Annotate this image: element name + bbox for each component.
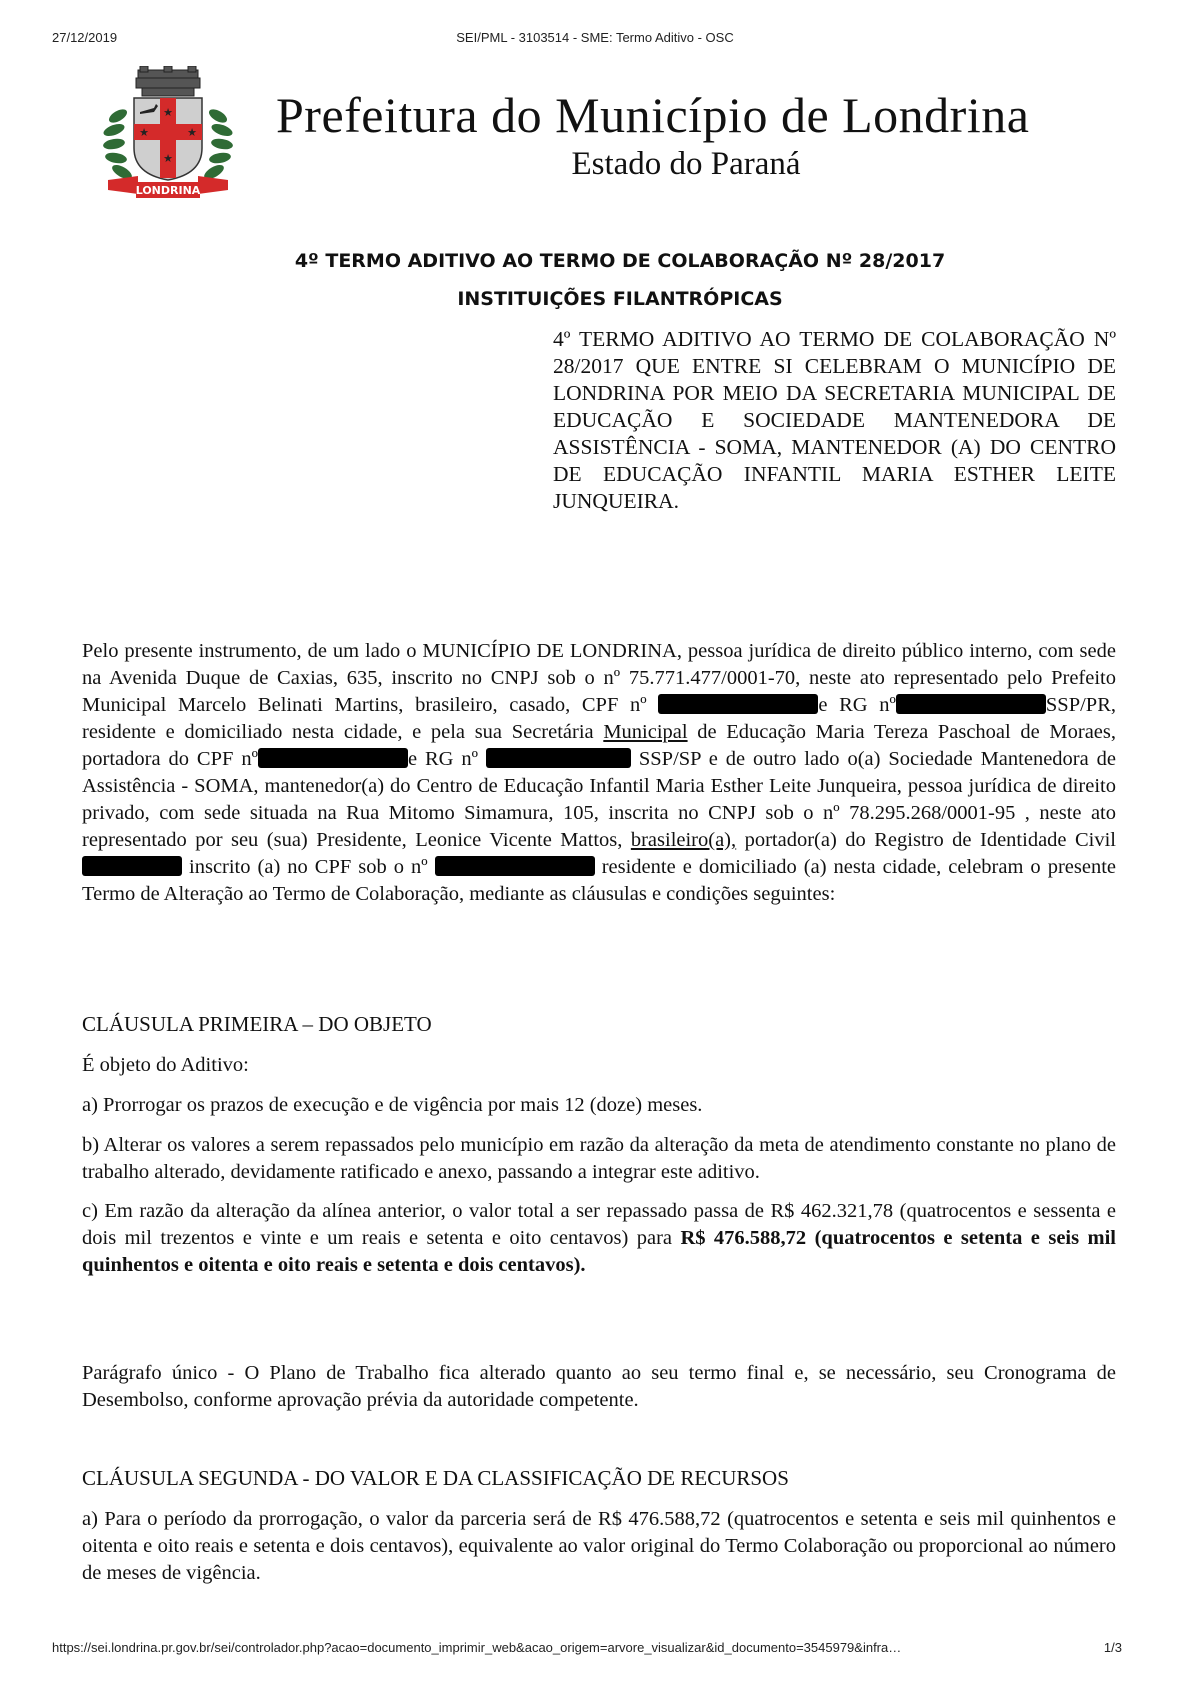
- intro-text: e RG nº: [407, 748, 478, 770]
- print-date: 27/12/2019: [52, 30, 118, 45]
- intro-text: residente e domiciliado (a) nesta cidade, celebram o presente Termo de Alteração ao Termo de Colaboração, mediante as cláusulas e condições seguintes:: [82, 856, 1116, 905]
- ementa: 4º TERMO ADITIVO AO TERMO DE COLABORAÇÃO Nº 28/2017 QUE ENTRE SI CELEBRAM O MUNICÍPIO DE LONDRINA POR MEIO DA SECRETARIA MUNICIPAL DE EDUCAÇÃO E SOCIEDADE MANTENEDORA DE ASSISTÊNCIA - SOMA, MANTENEDOR (A) DO CENTRO DE EDUCAÇÃO INFANTIL MARIA ESTHER LEITE JUNQUEIRA.: [553, 327, 1116, 513]
- crest-banner-label: LONDRINA: [135, 184, 201, 197]
- intro-text: e RG nº: [818, 694, 896, 716]
- redacted-rg-president: [82, 856, 182, 876]
- print-title: SEI/PML - 3103514 - SME: Termo Aditivo - OSC: [456, 30, 734, 45]
- clause-1-item-b: b) Alterar os valores a serem repassados pelo município em razão da alteração da meta de atendimento constante no plano de trabalho alterado, devidamente ratificado e anexo, passando a integrar este aditivo.: [82, 1134, 1116, 1183]
- intro-text: Pelo presente instrumento, de um lado o MUNICÍPIO DE LONDRINA, pessoa jurídica de direito público interno, com sede na Avenida Duque de Caxias, 635, inscrito no CNPJ sob o nº 75.771.477/0001-70, neste ato representado pelo Prefeito Municipal Marcelo Belinati Martins, brasileiro, casado, CPF nº: [82, 640, 1116, 716]
- redacted-cpf-mayor: [658, 694, 818, 714]
- intro-text: SSP/SP e de outro lado o(a) Sociedade Mantenedora de Assistência - SOMA, mantenedor(a) do Centro de Educação Infantil Maria Esther Leite Junqueira, pessoa jurídica de direito privado, com sede situada na Rua Mitomo Simamura, 105, inscrita no CNPJ sob o nº 78.295.268/0001-95 , neste ato representado por seu (sua) Presidente, Leonice Vicente Mattos,: [82, 748, 1117, 851]
- clause-2-heading: CLÁUSULA SEGUNDA - DO VALOR E DA CLASSIFICAÇÃO DE RECURSOS: [82, 1466, 789, 1490]
- clause-1-heading: CLÁUSULA PRIMEIRA – DO OBJETO: [82, 1012, 432, 1036]
- redacted-cpf-secretary: [258, 748, 408, 768]
- intro-text: SSP/PR, residente e domiciliado nesta cidade, e pela sua Secretária: [82, 694, 1116, 743]
- clause-1-item-c-text: c) Em razão da alteração da alínea anterior, o valor total a ser repassado passa de R$ 462.321,78 (quatrocentos e sessenta e dois mil trezentos e vinte e um reais e setenta e oito centavos) para: [82, 1200, 1116, 1249]
- paragrafo-unico: Parágrafo único - O Plano de Trabalho fica alterado quanto ao seu termo final e, se necessário, seu Cronograma de Desembolso, conforme aprovação prévia da autoridade competente.: [82, 1362, 1116, 1411]
- intro-text: brasileiro(a),: [630, 829, 737, 851]
- redacted-rg-mayor: [896, 694, 1046, 714]
- svg-text:★: ★: [163, 153, 173, 165]
- intro-paragraph: [82, 638, 1116, 908]
- document-subtitle: INSTITUIÇÕES FILANTRÓPICAS: [457, 288, 783, 310]
- svg-text:★: ★: [163, 107, 173, 119]
- print-footer-url: https://sei.londrina.pr.gov.br/sei/controlador.php?acao=documento_imprimir_web&acao_origem=arvore_visualizar&id_documento=3545979&infra…: [52, 1640, 902, 1655]
- org-state: Estado do Paraná: [571, 146, 801, 182]
- page-number: 1/3: [1103, 1640, 1122, 1655]
- londrina-coat-of-arms-icon: [98, 66, 238, 206]
- svg-text:★: ★: [139, 127, 149, 139]
- clause-1-item-a: a) Prorrogar os prazos de execução e de vigência por mais 12 (doze) meses.: [82, 1094, 703, 1116]
- redacted-rg-secretary: [486, 748, 631, 768]
- intro-text: portador(a) do Registro de Identidade Civil: [744, 829, 1116, 851]
- svg-text:★: ★: [187, 127, 197, 139]
- intro-text: de Educação Maria Tereza Paschoal de Moraes, portadora do CPF nº: [82, 721, 1117, 770]
- clause-2-item-a: a) Para o período da prorrogação, o valor da parceria será de R$ 476.588,72 (quatrocentos e setenta e seis mil quinhentos e oitenta e oito reais e setenta e dois centavos), equivalente ao valor original do Termo Colaboração ou proporcional ao número de meses de vigência.: [82, 1508, 1116, 1584]
- clause-1-item-c-new-value: R$ 476.588,72 (quatrocentos e setenta e seis mil quinhentos e oitenta e oito reais e setenta e dois centavos).: [82, 1227, 1116, 1276]
- org-name: Prefeitura do Município de Londrina: [276, 87, 1030, 143]
- redacted-cpf-president: [435, 856, 595, 876]
- clause-1-lead: É objeto do Aditivo:: [82, 1054, 249, 1076]
- intro-text: inscrito (a) no CPF sob o nº: [189, 856, 428, 878]
- document-title: 4º TERMO ADITIVO AO TERMO DE COLABORAÇÃO Nº 28/2017: [294, 250, 946, 272]
- clause-1-item-c: [82, 1198, 1116, 1279]
- intro-text: Municipal: [603, 721, 688, 743]
